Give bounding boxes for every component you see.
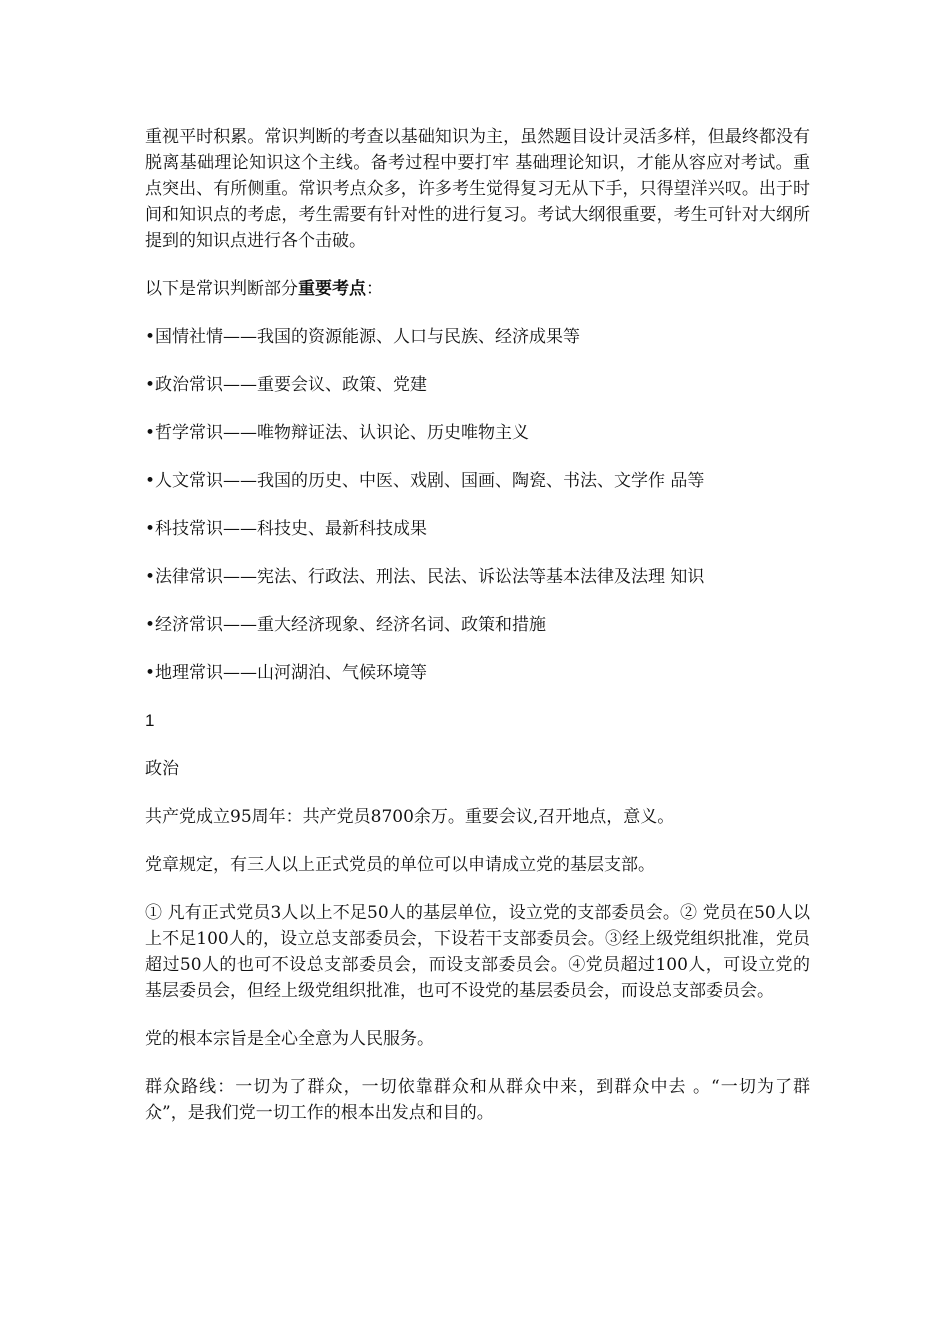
key-points-prefix: 以下是常识判断部分 [145,279,298,299]
document-page [145,124,810,1148]
intro-paragraph: 重视平时积累。常识判断的考查以基础知识为主，虽然题目设计灵活多样，但最终都没有脱离基础理论知识这个主线。备考过程中要打牢 基础理论知识，才能从容应对考试。重点突出、有所侧重。常识考点众多，许多考生觉得复习无从下手，只得望洋兴叹。出于时间和知识点的考虑，考生需要有针对性的进行复习。考试大纲很重要，考生可针对大纲所提到的知识点进行各个击破。 [145,127,810,251]
bullet-item-national-conditions: •国情社情——我国的资源能源、人口与民族、经济成果等 [145,327,581,347]
bullet-item-law: •法律常识——宪法、行政法、刑法、民法、诉讼法等基本法律及法理 知识 [145,567,705,587]
bullet-item-geography: •地理常识——山河湖泊、气候环境等 [145,663,428,683]
key-points-bold: 重要考点 [298,279,366,299]
bullet-item-economics: •经济常识——重大经济现象、经济名词、政策和措施 [145,615,547,635]
section-title: 政治 [145,759,179,779]
key-points-heading [145,276,810,302]
key-points-suffix: ： [366,279,383,299]
branch-committee-paragraph: ① 凡有正式党员3人以上不足50人的基层单位，设立党的支部委员会。② 党员在50人以上不足100人的，设立总支部委员会，下设若干支部委员会。③经上级党组织批准，党员超过50人的也可不设总支部委员会，而设支部委员会。④党员超过100人，可设立党的基层委员会，但经上级党组织批准，也可不设党的基层委员会，而设总支部委员会。 [145,903,810,1001]
party-anniversary-paragraph: 共产党成立95周年：共产党员8700余万。重要会议,召开地点，意义。 [145,807,675,827]
bullet-item-humanities: •人文常识——我国的历史、中医、戏剧、国画、陶瓷、书法、文学作 品等 [145,471,705,491]
section-number: 1 [145,711,155,730]
fundamental-purpose-paragraph: 党的根本宗旨是全心全意为人民服务。 [145,1029,434,1049]
bullet-item-politics: •政治常识——重要会议、政策、党建 [145,375,428,395]
bullet-item-technology: •科技常识——科技史、最新科技成果 [145,519,428,539]
party-constitution-paragraph: 党章规定，有三人以上正式党员的单位可以申请成立党的基层支部。 [145,855,655,875]
mass-line-paragraph: 群众路线：一切为了群众，一切依靠群众和从群众中来，到群众中去 。“一切为了群众”，是我们党一切工作的根本出发点和目的。 [145,1077,810,1123]
bullet-item-philosophy: •哲学常识——唯物辩证法、认识论、历史唯物主义 [145,423,530,443]
